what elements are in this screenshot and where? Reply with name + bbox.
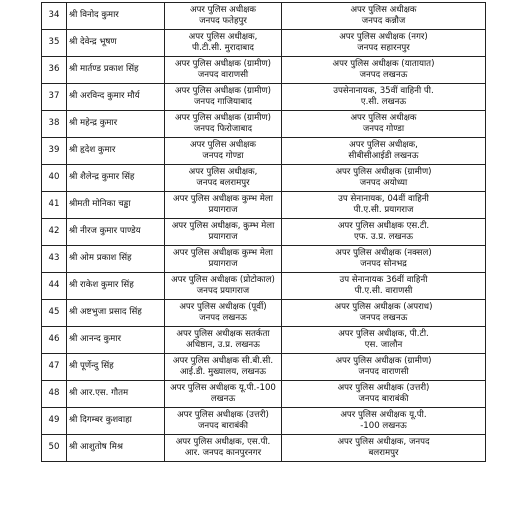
new-posting	[282, 219, 486, 246]
current-posting	[165, 138, 282, 165]
new-posting	[282, 435, 486, 462]
current-posting-line: अपर पुलिस अधीक्षक यू.पी.-100	[170, 382, 276, 393]
serial-number: 37	[42, 84, 67, 111]
current-posting-line: अपर पुलिस अधीक्षक सी.बी.सी.	[172, 355, 274, 366]
serial-number: 41	[42, 192, 67, 219]
current-posting	[165, 57, 282, 84]
new-posting	[282, 327, 486, 354]
serial-number: 47	[42, 354, 67, 381]
current-posting-line: अपर पुलिस अधीक्षक,	[188, 166, 258, 177]
new-posting	[282, 354, 486, 381]
serial-number: 49	[42, 408, 67, 435]
new-posting-line: अपर पुलिस अधीक्षक (ग्रामीण)	[335, 166, 432, 177]
officer-name: श्री हृदेश कुमार	[67, 138, 165, 165]
new-posting-line: जनपद अयोध्या	[359, 178, 408, 188]
current-posting	[165, 3, 282, 30]
new-posting	[282, 165, 486, 192]
current-posting	[165, 354, 282, 381]
current-posting-line: अपर पुलिस अधीक्षक,	[188, 31, 258, 42]
current-posting-line: जनपद फतेहपुर	[199, 16, 247, 26]
current-posting	[165, 84, 282, 111]
current-posting-line: अपर पुलिस अधीक्षक कुम्भ मेला	[173, 247, 273, 258]
serial-number: 44	[42, 273, 67, 300]
current-posting-line: अपर पुलिस अधीक्षक सतर्कता	[176, 328, 270, 339]
serial-number: 50	[42, 435, 67, 462]
current-posting-line: अपर पुलिस अधीक्षक, कुम्भ मेला	[171, 220, 275, 231]
serial-number: 40	[42, 165, 67, 192]
table-row	[42, 300, 486, 327]
new-posting-line: अपर पुलिस अधीक्षक (उत्तरी)	[337, 382, 430, 393]
new-posting	[282, 246, 486, 273]
table-row	[42, 273, 486, 300]
officer-name: श्रीमती मोनिका चड्ढा	[67, 192, 165, 219]
serial-number: 35	[42, 30, 67, 57]
table-row	[42, 57, 486, 84]
new-posting-line: अपर पुलिस अधीक्षक (अपराध)	[334, 301, 433, 312]
current-posting	[165, 273, 282, 300]
new-posting-line: अपर पुलिस अधीक्षक (नगर)	[339, 31, 428, 42]
table-row	[42, 219, 486, 246]
new-posting-line: उप सेनानायक 36वीं वाहिनी	[339, 274, 428, 285]
current-posting-line: अपर पुलिस अधीक्षक (उत्तरी)	[177, 409, 269, 420]
new-posting-line: बलरामपुर	[368, 448, 399, 458]
officer-name: श्री मार्तण्ड प्रकाश सिंह	[67, 57, 165, 84]
serial-number: 36	[42, 57, 67, 84]
current-posting-line: प्रयागराज	[208, 232, 238, 242]
table-row	[42, 30, 486, 57]
serial-number: 42	[42, 219, 67, 246]
serial-number: 46	[42, 327, 67, 354]
current-posting-line: अपर पुलिस अधीक्षक (प्रोटोकाल)	[171, 274, 275, 285]
new-posting-line: एस. जालौन	[364, 340, 403, 350]
current-posting-line: अपर पुलिस अधीक्षक (ग्रामीण)	[174, 85, 272, 96]
current-posting-line: जनपद लखनऊ	[199, 313, 247, 323]
table-row	[42, 381, 486, 408]
table-row	[42, 354, 486, 381]
serial-number: 43	[42, 246, 67, 273]
table-row	[42, 435, 486, 462]
current-posting	[165, 408, 282, 435]
new-posting-line: अपर पुलिस अधीक्षक, जनपद	[337, 436, 430, 447]
new-posting	[282, 84, 486, 111]
serial-number: 39	[42, 138, 67, 165]
new-posting	[282, 408, 486, 435]
officer-name: श्री नीरज कुमार पाण्डेय	[67, 219, 165, 246]
officer-name: श्री राकेश कुमार सिंह	[67, 273, 165, 300]
current-posting-line: जनपद फिरोजाबाद	[193, 124, 253, 134]
current-posting-line: जनपद बलरामपुर	[196, 178, 250, 188]
officer-name: श्री अष्टभुजा प्रसाद सिंह	[67, 300, 165, 327]
current-posting-line: अपर पुलिस अधीक्षक (ग्रामीण)	[174, 112, 272, 123]
current-posting-line: अपर पुलिस अधीक्षक	[189, 4, 256, 15]
new-posting-line: उप सेनानायक, 04वीं वाहिनी	[338, 193, 429, 204]
current-posting	[165, 111, 282, 138]
current-posting	[165, 300, 282, 327]
new-posting	[282, 111, 486, 138]
current-posting-line: पी.टी.सी. मुरादाबाद	[192, 43, 254, 53]
new-posting-line: सीबीसीआईडी लखनऊ	[348, 151, 419, 161]
new-posting-line: पी.ए.सी. प्रयागराज	[353, 205, 414, 215]
new-posting-line: अपर पुलिस अधीक्षक (ग्रामीण)	[335, 355, 432, 366]
current-posting-line: प्रयागराज	[208, 259, 238, 269]
serial-number: 34	[42, 3, 67, 30]
current-posting-line: जनपद वाराणसी	[197, 70, 249, 80]
new-posting-line: अपर पुलिस अधीक्षक	[350, 112, 417, 123]
new-posting-line: पी.ए.सी. वाराणसी	[354, 286, 413, 296]
officer-name: श्री दिगम्बर कुशवाहा	[67, 408, 165, 435]
new-posting	[282, 30, 486, 57]
current-posting	[165, 192, 282, 219]
current-posting-line: लखनऊ	[210, 394, 236, 404]
current-posting-line: अधिष्ठान, उ.प्र. लखनऊ	[186, 340, 260, 350]
current-posting-line: जनपद प्रयागराज	[196, 286, 250, 296]
table-row	[42, 138, 486, 165]
current-posting-line: जनपद बाराबंकी	[198, 421, 248, 431]
new-posting-line: अपर पुलिस अधीक्षक,	[349, 139, 418, 150]
new-posting-line: जनपद सोनभद्र	[360, 259, 407, 269]
current-posting	[165, 246, 282, 273]
new-posting-line: अपर पुलिस अधीक्षक	[350, 4, 417, 15]
new-posting-line: ए.सी. लखनऊ	[360, 97, 407, 107]
current-posting	[165, 327, 282, 354]
new-posting	[282, 138, 486, 165]
new-posting	[282, 273, 486, 300]
officer-name: श्री ओम प्रकाश सिंह	[67, 246, 165, 273]
table-row	[42, 84, 486, 111]
transfer-table	[41, 2, 486, 462]
new-posting	[282, 3, 486, 30]
new-posting-line: अपर पुलिस अधीक्षक, पी.टी.	[338, 328, 429, 339]
table-row	[42, 246, 486, 273]
new-posting-line: अपर पुलिस अधीक्षक (नक्सल)	[335, 247, 432, 258]
serial-number: 45	[42, 300, 67, 327]
table-row	[42, 327, 486, 354]
new-posting-line: जनपद लखनऊ	[359, 313, 408, 323]
new-posting	[282, 300, 486, 327]
new-posting-line: अपर पुलिस अधीक्षक एस.टी.	[337, 220, 430, 231]
officer-name: श्री विनोद कुमार	[67, 3, 165, 30]
officer-name: श्री शैलेन्द्र कुमार सिंह	[67, 165, 165, 192]
new-posting	[282, 381, 486, 408]
serial-number: 48	[42, 381, 67, 408]
new-posting-line: जनपद कन्नौज	[361, 16, 406, 26]
serial-number: 38	[42, 111, 67, 138]
officer-name: श्री आशुतोष मिश्र	[67, 435, 165, 462]
new-posting-line: एफ. उ.प्र. लखनऊ	[353, 232, 413, 242]
officer-name: श्री देवेन्द्र भूषण	[67, 30, 165, 57]
new-posting-line: जनपद सहारनपुर	[357, 43, 410, 53]
officer-name: श्री आर.एस. गौतम	[67, 381, 165, 408]
current-posting-line: आई.डी. मुख्यालय, लखनऊ	[179, 367, 267, 377]
table-row	[42, 408, 486, 435]
current-posting-line: अपर पुलिस अधीक्षक	[189, 139, 256, 150]
current-posting-line: अपर पुलिस अधीक्षक, एस.पी.	[175, 436, 271, 447]
current-posting-line: जनपद गोण्डा	[202, 151, 244, 161]
table-row	[42, 165, 486, 192]
officer-name: श्री अरविन्द कुमार मौर्य	[67, 84, 165, 111]
new-posting-line: जनपद गोण्डा	[362, 124, 405, 134]
new-posting-line: जनपद लखनऊ	[359, 70, 408, 80]
new-posting-line: जनपद बाराबंकी	[358, 394, 409, 404]
current-posting	[165, 30, 282, 57]
current-posting	[165, 165, 282, 192]
table-row	[42, 111, 486, 138]
new-posting-line: अपर पुलिस अधीक्षक यू.पी.	[340, 409, 427, 420]
current-posting-line: अपर पुलिस अधीक्षक (ग्रामीण)	[174, 58, 272, 69]
current-posting-line: अपर पुलिस अधीक्षक (पूर्वी)	[179, 301, 267, 312]
current-posting	[165, 219, 282, 246]
current-posting	[165, 435, 282, 462]
new-posting-line: अपर पुलिस अधीक्षक (यातायात)	[332, 58, 435, 69]
new-posting-line: -100 लखनऊ	[360, 421, 407, 431]
officer-name: श्री पूर्णेन्दु सिंह	[67, 354, 165, 381]
current-posting	[165, 381, 282, 408]
officer-name: श्री महेन्द्र कुमार	[67, 111, 165, 138]
new-posting	[282, 192, 486, 219]
table-row	[42, 192, 486, 219]
transfer-table-body	[42, 3, 486, 462]
current-posting-line: अपर पुलिस अधीक्षक कुम्भ मेला	[173, 193, 273, 204]
current-posting-line: प्रयागराज	[208, 205, 238, 215]
current-posting-line: आर. जनपद कानपुरनगर	[184, 448, 262, 458]
new-posting-line: उपसेनानायक, 35वीं वाहिनी पी.	[333, 85, 434, 96]
new-posting	[282, 57, 486, 84]
officer-name: श्री आनन्द कुमार	[67, 327, 165, 354]
current-posting-line: जनपद गाजियाबाद	[194, 97, 252, 107]
table-row	[42, 3, 486, 30]
new-posting-line: जनपद वाराणसी	[358, 367, 409, 377]
